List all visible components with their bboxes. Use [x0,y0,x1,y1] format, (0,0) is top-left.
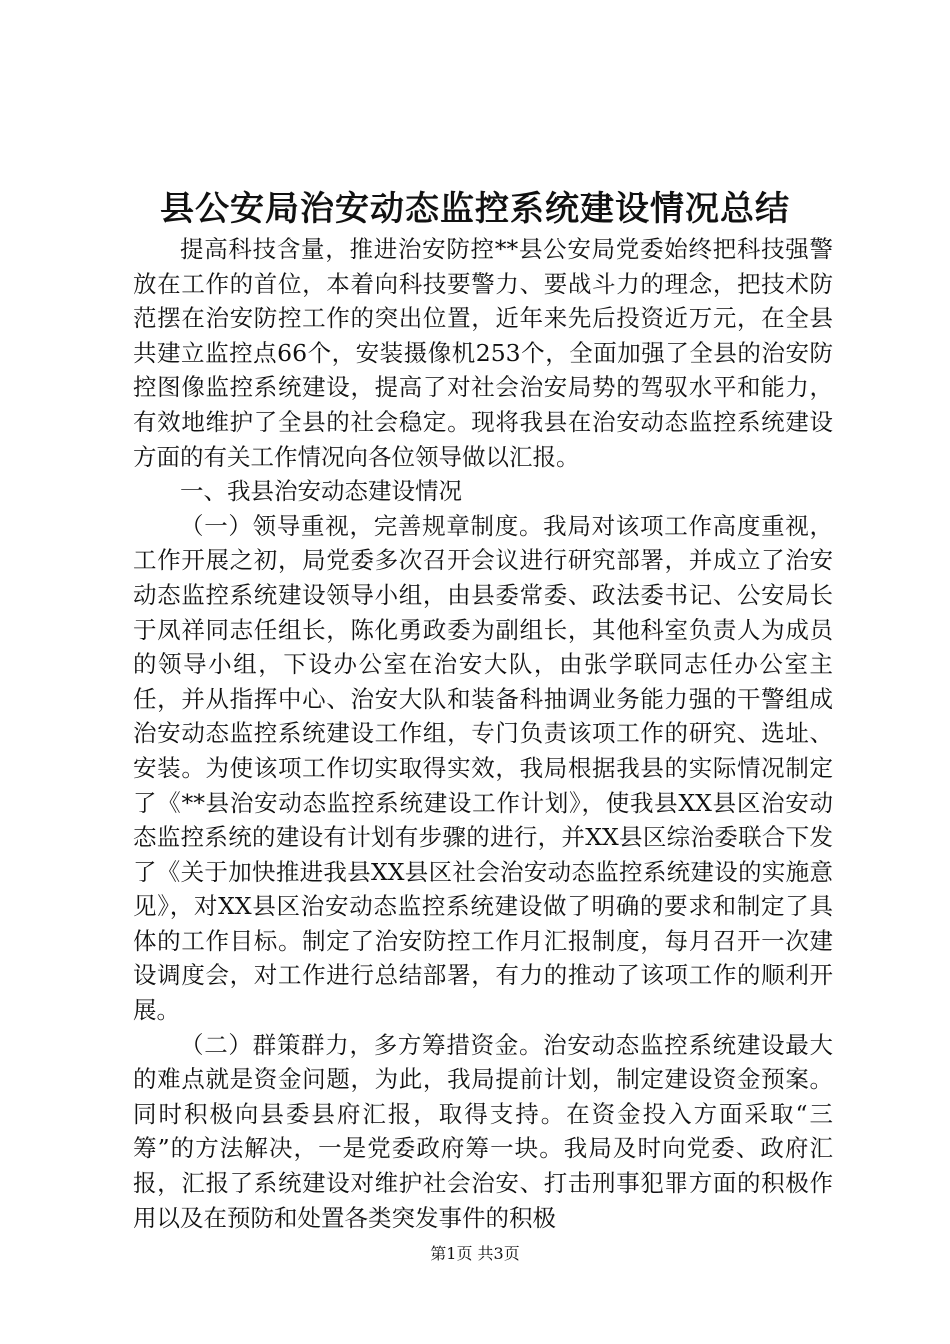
paragraph-leadership: （一）领导重视，完善规章制度。我局对该项工作高度重视，工作开展之初，局党委多次召开会议进行研究部署，并成立了治安动态监控系统建设领导小组，由县委常委、政法委书记、公安局长于凤祥同志任组长，陈化勇政委为副组长，其他科室负责人为成员的领导小组，下设办公室在治安大队，由张学联同志任办公室主任，并从指挥中心、治安大队和装备科抽调业务能力强的干警组成治安动态监控系统建设工作组，专门负责该项工作的研究、选址、安装。为使该项工作切实取得实效，我局根据我县的实际情况制定了《**县治安动态监控系统建设工作计划》，使我县XX县区治安动态监控系统的建设有计划有步骤的进行，并XX县区综治委联合下发了《关于加快推进我县XX县区社会治安动态监控系统建设的实施意见》，对XX县区治安动态监控系统建设做了明确的要求和制定了具体的工作目标。制定了治安防控工作月汇报制度，每月召开一次建设调度会，对工作进行总结部署，有力的推动了该项工作的顺利开展。 [133,511,833,1025]
document-title: 县公安局治安动态监控系统建设情况总结 [160,189,790,229]
paragraph-intro: 提高科技含量，推进治安防控**县公安局党委始终把科技强警放在工作的首位，本着向科技要警力、要战斗力的理念，把技术防范摆在治安防控工作的突出位置，近年来先后投资近万元，在全县共建立监控点66个，安装摄像机253个，全面加强了全县的治安防控图像监控系统建设，提高了对社会治安局势的驾驭水平和能力，有效地维护了全县的社会稳定。现将我县在治安动态监控系统建设方面的有关工作情况向各位领导做以汇报。 [133,235,833,471]
document-body [133,232,833,1235]
page-footer: 第1页 共3页 [430,1244,520,1263]
section-heading: 一、我县治安动态建设情况 [180,477,462,506]
paragraph-funding: （二）群策群力，多方筹措资金。治安动态监控系统建设最大的难点就是资金问题，为此，我局提前计划，制定建设资金预案。同时积极向县委县府汇报，取得支持。在资金投入方面采取“三筹”的方法解决，一是党委政府筹一块。我局及时向党委、政府汇报，汇报了系统建设对维护社会治安、打击刑事犯罪方面的积极作用以及在预防和处置各类突发事件的积极 [133,1030,833,1232]
